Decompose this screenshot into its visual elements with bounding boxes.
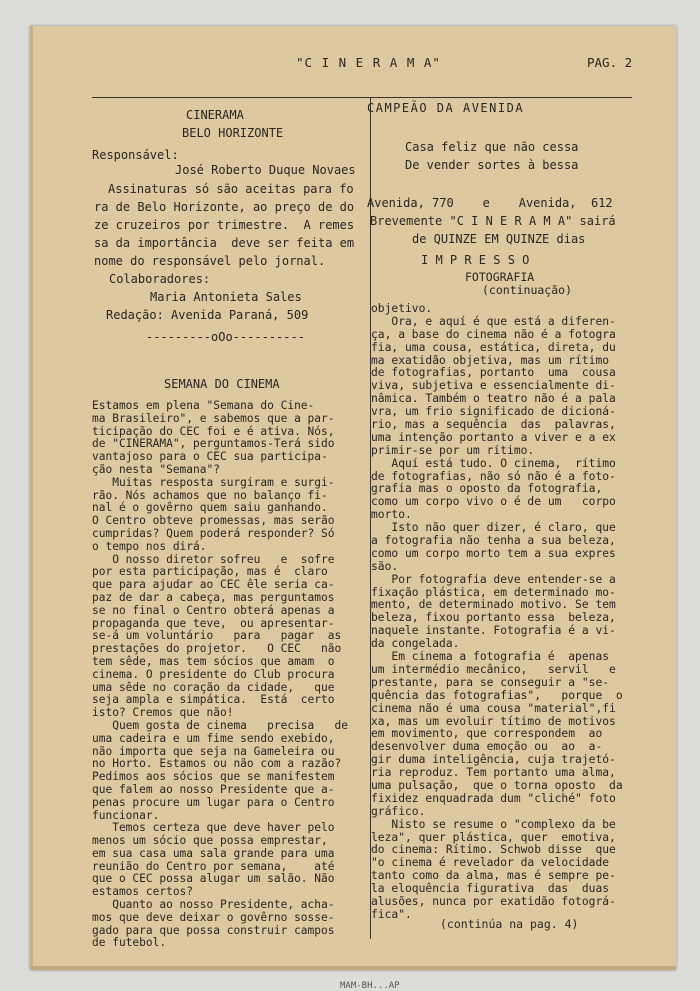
text-line: ça, a base do cinema não é a fotogra	[371, 327, 616, 341]
text-line: vantajoso para o CEC sua participa-	[92, 450, 328, 464]
text-line: ma exatidão objetiva, mas um rítimo	[371, 353, 610, 367]
text-line: como um corpo vivo o é de um corpo	[371, 495, 616, 509]
text-line: cinema não é uma cousa "material",fi	[371, 701, 616, 715]
text-line: prestações do projetor. O CEC não	[92, 642, 342, 656]
text-line: funcionar.	[92, 808, 160, 822]
text-line: uma cadeira e um fime sendo exebido,	[92, 731, 335, 745]
text-line: um intermédio mecânico, servil e	[371, 662, 616, 676]
text-line: em movimento, que correspondem ao	[371, 727, 603, 741]
text-line: não importa que seja na Gameleira ou	[92, 744, 335, 758]
text-line: se-á um voluntário para pagar as	[92, 629, 342, 643]
text-line: ção nesta "Semana"?	[92, 462, 220, 476]
text-line: fica".	[371, 907, 412, 921]
text-line: de fotografias, não só não é a foto-	[371, 469, 616, 483]
page-edge-bottom	[30, 966, 676, 970]
text-line: paz de dar a cabeça, mas perguntamos	[92, 590, 335, 604]
text-line: Em cinema a fotografia é apenas	[371, 650, 610, 664]
text-line: penas procure um lugar para o Centro	[92, 795, 335, 809]
text-line: são.	[371, 559, 399, 573]
text-line: que falem ao nosso Presidente que a-	[92, 782, 335, 796]
header-title: "C I N E R A M A"	[296, 55, 441, 70]
text-line: rio, mas a sequência das palavras,	[371, 418, 616, 432]
header-rule	[92, 97, 632, 98]
text-line: fia, uma cousa, estática, direta, du	[371, 340, 616, 354]
notice-line-2: de QUINZE EM QUINZE dias	[412, 232, 586, 246]
text-line: a fotografia não tenha a sua beleza,	[371, 534, 616, 548]
article-semana-body	[92, 400, 348, 950]
page-edge	[30, 26, 33, 970]
text-line: isto? Cremos que não!	[92, 706, 234, 720]
text-line: Nisto se resume o "complexo da be	[371, 817, 616, 831]
text-line: viva, subjetiva e essencialmente di-	[371, 379, 616, 393]
text-line: mos que deve deixar o govêrno sosse-	[92, 910, 335, 924]
text-line: tem sêde, mas tem sócios que amam o	[92, 654, 335, 668]
ad-title: CAMPEÃO DA AVENIDA	[367, 101, 525, 115]
responsavel-label: Responsável:	[92, 148, 179, 162]
text-line: estamos certos?	[92, 885, 194, 899]
text-line: Assinaturas só são aceitas para fo	[108, 182, 354, 196]
text-line: ze cruzeiros por trimestre. A remes	[94, 218, 355, 232]
article-fotografia-body	[371, 303, 623, 922]
text-line: seja ampla e simpática. Está certo	[92, 693, 335, 707]
text-line: nome do responsável pelo jornal.	[94, 254, 326, 268]
text-line: no Horto. Estamos ou não com a razão?	[92, 757, 342, 771]
text-line: de "CINERAMA", perguntamos-Terá sido	[92, 437, 335, 451]
ad-slogan-1: Casa feliz que não cessa	[405, 140, 579, 154]
text-line: da congelada.	[371, 637, 460, 651]
colaborador-name: Maria Antonieta Sales	[150, 290, 302, 304]
text-line: leza", quer plástica, quer emotiva,	[371, 830, 616, 844]
text-line: Temos certeza que deve haver pelo	[92, 821, 335, 835]
masthead-name: CINERAMA	[186, 108, 244, 122]
text-line: do cinema: Rítimo. Schwob disse que	[371, 843, 616, 857]
text-line: O Centro obteve promessas, mas serão	[92, 514, 335, 528]
text-line: Isto não quer dizer, é claro, que	[371, 521, 616, 535]
text-line: de futebol.	[92, 936, 167, 950]
article-subtitle: (continuação)	[482, 283, 573, 297]
text-line: Muitas resposta surgiram e surgi-	[92, 475, 335, 489]
text-line: Por fotografia deve entender-se a	[371, 572, 616, 586]
text-line: prestante, para se conseguir a "se-	[371, 675, 610, 689]
text-line: como um corpo morto tem a sua expres	[371, 546, 616, 560]
text-line: de fotografias, portanto uma cousa	[371, 366, 616, 380]
text-line: Pedimos aos sócios que se manifestem	[92, 770, 335, 784]
text-line: o tempo nos dirá.	[92, 539, 207, 553]
ad-slogan-2: De vender sortes à bessa	[405, 158, 579, 172]
assinaturas-paragraph	[94, 180, 355, 270]
text-line: em sua casa uma sala grande para uma	[92, 846, 335, 860]
text-line: fixação plástica, em determinado mo-	[371, 585, 616, 599]
colaboradores-label: Colaboradores:	[109, 272, 211, 286]
text-line: Quem gosta de cinema precisa de	[92, 718, 348, 732]
text-line: xa, mas um evoluir títimo de motivos	[371, 714, 616, 728]
text-line: cinema. O presidente do Club procura	[92, 667, 335, 681]
text-line: tanto como da alma, mas é sempre pe-	[371, 869, 616, 883]
text-line: quência das fotografias", porque o	[371, 688, 623, 702]
text-line: uma intenção portanto a viver e a ex	[371, 430, 616, 444]
text-line: nal é o govêrno quem saiu ganhando.	[92, 501, 328, 515]
responsavel-name: José Roberto Duque Novaes	[175, 163, 356, 177]
text-line: objetivo.	[371, 302, 433, 315]
text-line: que para ajudar ao CEC êle seria ca-	[92, 578, 335, 592]
separator: ---------oOo----------	[146, 330, 305, 344]
ad-addresses: Avenida, 770 e Avenida, 612	[367, 196, 613, 210]
text-line: primir-se por um rítimo.	[371, 443, 535, 457]
text-line: uma sêde no coração da cidade, que	[92, 680, 335, 694]
text-line: alusões, nunca por exatidão fotográ-	[371, 894, 616, 908]
text-line: grafia mas o oposto da fotografia,	[371, 482, 603, 496]
notice-line-1: Brevemente "C I N E R A M A" sairá	[370, 214, 616, 228]
text-line: ticipação do CEC foi e é ativa. Nós,	[92, 424, 335, 438]
text-line: gir duma inteligência, cuja trajetó-	[371, 753, 616, 767]
redacao-address: Redação: Avenida Paraná, 509	[106, 308, 309, 322]
text-line: ma Brasileiro", e sabemos que a par-	[92, 411, 335, 425]
text-line: Estamos em plena "Semana do Cine-	[92, 399, 315, 412]
text-line: cumpridas? Quem poderá responder? Só	[92, 526, 335, 540]
text-line: O nosso diretor sofreu e sofre	[92, 552, 335, 566]
text-line: sa da importância deve ser feita em	[94, 236, 355, 250]
header-page-number: PAG. 2	[587, 55, 633, 70]
text-line: beleza, fixou portanto essa beleza,	[371, 611, 616, 625]
text-line: la eloquência figurativa das duas	[371, 882, 610, 896]
text-line: fixidez enquadrada dum "cliché" foto	[371, 791, 616, 805]
text-line: "o cinema é revelador da velocidade	[371, 856, 610, 870]
continua-note: (continúa na pag. 4)	[440, 917, 579, 931]
text-line: gráfico.	[371, 804, 426, 818]
text-line: por esta participação, mas é claro	[92, 565, 328, 579]
text-line: Aquí está tudo. O cinema, rítimo	[371, 456, 616, 470]
text-line: Ora, e aquí é que está a diferen-	[371, 314, 616, 328]
text-line: desenvolver duma emoção ou ao a-	[371, 740, 603, 754]
text-line: nâmica. Também o teatro não é a pala	[371, 392, 616, 406]
text-line: ra de Belo Horizonte, ao preço de do	[94, 200, 355, 214]
text-line: mento, de determinado motivo. Se tem	[371, 598, 616, 612]
text-line: morto.	[371, 508, 412, 522]
notice-line-3: I M P R E S S O	[421, 253, 530, 267]
masthead-city: BELO HORIZONTE	[182, 126, 284, 140]
text-line: uma pulsação, que o torna oposto da	[371, 778, 623, 792]
article-title-fotografia: FOTOGRAFIA	[465, 270, 535, 284]
text-line: naquele instante. Fotografia é a vi-	[371, 624, 616, 638]
text-line: que o CEC possa alugar um salão. Não	[92, 872, 335, 886]
text-line: rão. Nós achamos que no balanço fi-	[92, 488, 328, 502]
article-title-semana: SEMANA DO CINEMA	[164, 377, 280, 391]
text-line: reunião do Centro por semana, até	[92, 859, 335, 873]
text-line: propaganda que teve, ou apresentar-	[92, 616, 335, 630]
text-line: se no final o Centro obterá apenas a	[92, 603, 335, 617]
text-line: gado para que possa construir campos	[92, 923, 335, 937]
text-line: menos um sócio que possa emprestar,	[92, 834, 328, 848]
text-line: vra, um frio significado de dicioná-	[371, 405, 616, 419]
archive-label: MAM-BH...AP	[340, 981, 400, 991]
text-line: Quanto ao nosso Presidente, acha-	[92, 898, 335, 912]
text-line: ria reproduz. Tem portanto uma alma,	[371, 766, 616, 780]
